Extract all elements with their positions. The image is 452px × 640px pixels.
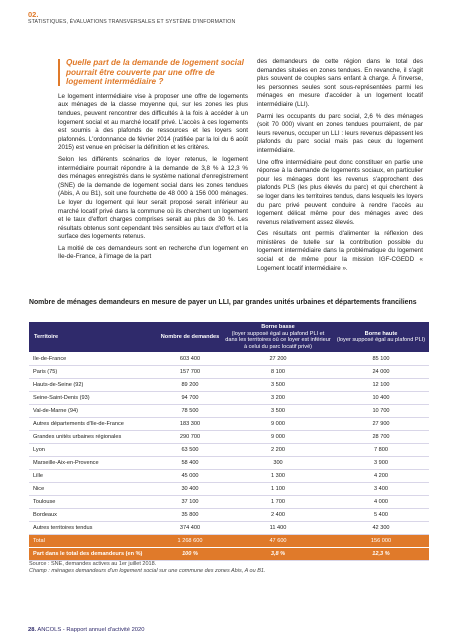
cell-haute: 7 800	[333, 443, 429, 456]
cell-territoire: Lille	[29, 469, 157, 482]
cell-demandes: 94 700	[157, 391, 223, 404]
section-title: STATISTIQUES, ÉVALUATIONS TRANSVERSALES ET SYSTÈME D'INFORMATION	[28, 19, 236, 25]
cell-territoire: Bordeaux	[29, 508, 157, 521]
cell-haute: 3 900	[333, 456, 429, 469]
paragraph: La moitié de ces demandeurs sont en recherche d'un logement en Ile-de-France, à l'image de la part	[58, 244, 248, 261]
header-territoire: Territoire	[29, 322, 157, 352]
cell-demandes: 63 500	[157, 443, 223, 456]
cell-haute: 10 700	[333, 404, 429, 417]
header-borne-basse-title: Borne basse	[261, 324, 295, 330]
paragraph: Une offre intermédiaire peut donc constituer en partie une réponse à la demande de logements sociaux, en particulier pour les ménages dont les revenus s'approchent des plafonds PLS (les plus élevés du parc) et qui cherchent à se loger dans les territoires tendus, dans lesquels les loyers du parc privé peuvent conduire à rendre l'accès au logement délicat même pour des ménages avec des revenus relativement assez élevés.	[257, 158, 423, 226]
cell-demandes: 30 400	[157, 482, 223, 495]
cell-demandes: 290 700	[157, 430, 223, 443]
table-row	[29, 456, 429, 469]
cell-basse: 3 500	[223, 378, 333, 391]
table-row	[29, 404, 429, 417]
left-column	[58, 58, 248, 265]
cell-demandes: 89 200	[157, 378, 223, 391]
header-borne-haute-title: Borne haute	[364, 330, 398, 337]
table-row	[29, 430, 429, 443]
cell-haute: 10 400	[333, 391, 429, 404]
cell-basse: 1 300	[223, 469, 333, 482]
cell-basse: 300	[223, 456, 333, 469]
cell-territoire: Part dans le total des demandeurs (en %)	[29, 547, 157, 560]
header-borne-haute-sub: (loyer supposé égal au plafond PLI)	[336, 337, 426, 344]
cell-territoire: Nice	[29, 482, 157, 495]
page-number: 28.	[28, 627, 37, 633]
table-row	[29, 352, 429, 365]
cell-territoire: Hauts-de-Seine (92)	[29, 378, 157, 391]
cell-basse: 2 200	[223, 443, 333, 456]
table-row	[29, 417, 429, 430]
cell-territoire: Ile-de-France	[29, 352, 157, 365]
cell-territoire: Marseille-Aix-en-Provence	[29, 456, 157, 469]
table-total-row	[29, 534, 429, 547]
cell-basse: 11 400	[223, 521, 333, 534]
right-column	[257, 58, 423, 276]
cell-basse: 8 100	[223, 365, 333, 378]
cell-basse: 3 200	[223, 391, 333, 404]
cell-haute: 5 400	[333, 508, 429, 521]
header-borne-basse-sub: (loyer supposé égal au plafond PLI et dans les territoires où ce loyer est inférieur à celui du parc locatif privé)	[225, 330, 331, 350]
cell-territoire: Grandes unités urbaines régionales	[29, 430, 157, 443]
cell-basse: 9 000	[223, 417, 333, 430]
table-header-row	[29, 322, 429, 352]
paragraph: Ces résultats ont permis d'alimenter la réflexion des ministères de tutelle sur la contribution possible du logement intermédiaire dans la problématique du logement social et de même pour la mission IGF-CGEDD « Logement locatif intermédiaire ».	[257, 230, 423, 272]
cell-basse: 3 500	[223, 404, 333, 417]
cell-haute: 28 700	[333, 430, 429, 443]
cell-basse: 47 600	[223, 534, 333, 547]
cell-haute: 3 400	[333, 482, 429, 495]
cell-basse: 1 100	[223, 482, 333, 495]
cell-demandes: 374 400	[157, 521, 223, 534]
cell-haute: 27 900	[333, 417, 429, 430]
cell-haute: 156 000	[333, 534, 429, 547]
cell-demandes: 183 300	[157, 417, 223, 430]
cell-demandes: 35 800	[157, 508, 223, 521]
paragraph: Selon les différents scénarios de loyer retenus, le logement intermédiaire pourrait répondre à la demande de 3,8 % à 12,3 % des ménages enregistrés dans le système national d'enregistrement (SNE) de la demande de logement social dans les zones tendues (Abis, A ou B1), soit une fourchette de 48 000 à 156 000 ménages. Le loyer du logement qui leur serait proposé serait inférieur au marché locatif privé dans la commune où ils cherchent un logement et le taux d'effort charges comprises serait au plus de 30 %. Les résultats obtenus sont cependant très sensibles au taux d'effort et la surface des logements retenus.	[58, 155, 248, 241]
cell-haute: 24 000	[333, 365, 429, 378]
cell-territoire: Autres territoires tendus	[29, 521, 157, 534]
cell-basse: 2 400	[223, 508, 333, 521]
table-row	[29, 508, 429, 521]
header-demandes: Nombre de demandes	[157, 322, 223, 352]
table-row	[29, 391, 429, 404]
cell-basse: 1 700	[223, 495, 333, 508]
cell-demandes: 157 700	[157, 365, 223, 378]
header-borne-basse	[223, 322, 333, 352]
table-row	[29, 443, 429, 456]
cell-haute: 12,3 %	[333, 547, 429, 560]
cell-demandes: 100 %	[157, 547, 223, 560]
table-row	[29, 495, 429, 508]
cell-demandes: 603 400	[157, 352, 223, 365]
table-share-row	[29, 547, 429, 560]
header-borne-haute	[333, 322, 429, 352]
table-title: Nombre de ménages demandeurs en mesure de payer un LLI, par grandes unités urbaines et départements franciliens	[29, 299, 417, 306]
champ-line: Champ : ménages demandeurs d'un logement social sur une commune des zones Abis, A ou B1.	[29, 568, 266, 575]
cell-territoire: Val-de-Marne (94)	[29, 404, 157, 417]
cell-demandes: 1 268 600	[157, 534, 223, 547]
cell-territoire: Total	[29, 534, 157, 547]
cell-territoire: Autres départements d'Ile-de-France	[29, 417, 157, 430]
cell-demandes: 78 500	[157, 404, 223, 417]
table-row	[29, 365, 429, 378]
question-heading: Quelle part de la demande de logement social pourrait être couverte par une offre de logement intermédiaire ?	[66, 58, 244, 87]
cell-territoire: Toulouse	[29, 495, 157, 508]
page-footer	[28, 627, 144, 633]
section-number: 02.	[28, 10, 39, 19]
cell-territoire: Lyon	[29, 443, 157, 456]
table-row	[29, 521, 429, 534]
paragraph: des demandeurs de cette région dans le total des demandes situées en zones tendues. En revanche, il s'agit plus souvent de couples sans enfant à charge. À l'inverse, les personnes seules sont sous-représentées parmi les ménages en mesure d'accéder à un logement locatif intermédiaire (LLI).	[257, 58, 423, 108]
paragraph: Parmi les occupants du parc social, 2,6 % des ménages (soit 70 000) vivant en zones tendues pourraient, de par leurs revenus, occuper un LLI : leurs revenus dépassent les plafonds du parc social mais pas ceux du logement intermédiaire.	[257, 112, 423, 154]
cell-demandes: 45 000	[157, 469, 223, 482]
cell-haute: 12 100	[333, 378, 429, 391]
cell-haute: 42 300	[333, 521, 429, 534]
cell-basse: 3,8 %	[223, 547, 333, 560]
footer-text: ANCOLS - Rapport annuel d'activité 2020	[37, 627, 145, 633]
question-box	[58, 58, 248, 87]
cell-basse: 9 000	[223, 430, 333, 443]
table-source	[29, 561, 265, 575]
cell-demandes: 37 100	[157, 495, 223, 508]
cell-territoire: Paris (75)	[29, 365, 157, 378]
source-line: Source : SNE, demandes actives au 1er juillet 2018.	[29, 561, 157, 567]
data-table	[29, 322, 429, 561]
cell-demandes: 58 400	[157, 456, 223, 469]
table-row	[29, 378, 429, 391]
cell-territoire: Seine-Saint-Denis (93)	[29, 391, 157, 404]
paragraph: Le logement intermédiaire vise à proposer une offre de logements aux ménages de la classe moyenne qui, sur les zones les plus tendues, peuvent rencontrer des difficultés à la fois à accéder à un logement social et au marché locatif privé. L'accès à ces logements est soumis à des plafonds de ressources et les loyers sont plafonnés. L'ordonnance de février 2014 (ratifiée par la loi du 6 août 2015) est venue en préciser la définition et les critères.	[58, 92, 248, 152]
cell-haute: 85 100	[333, 352, 429, 365]
table-row	[29, 482, 429, 495]
cell-haute: 4 200	[333, 469, 429, 482]
cell-haute: 4 000	[333, 495, 429, 508]
table-row	[29, 469, 429, 482]
cell-basse: 27 200	[223, 352, 333, 365]
